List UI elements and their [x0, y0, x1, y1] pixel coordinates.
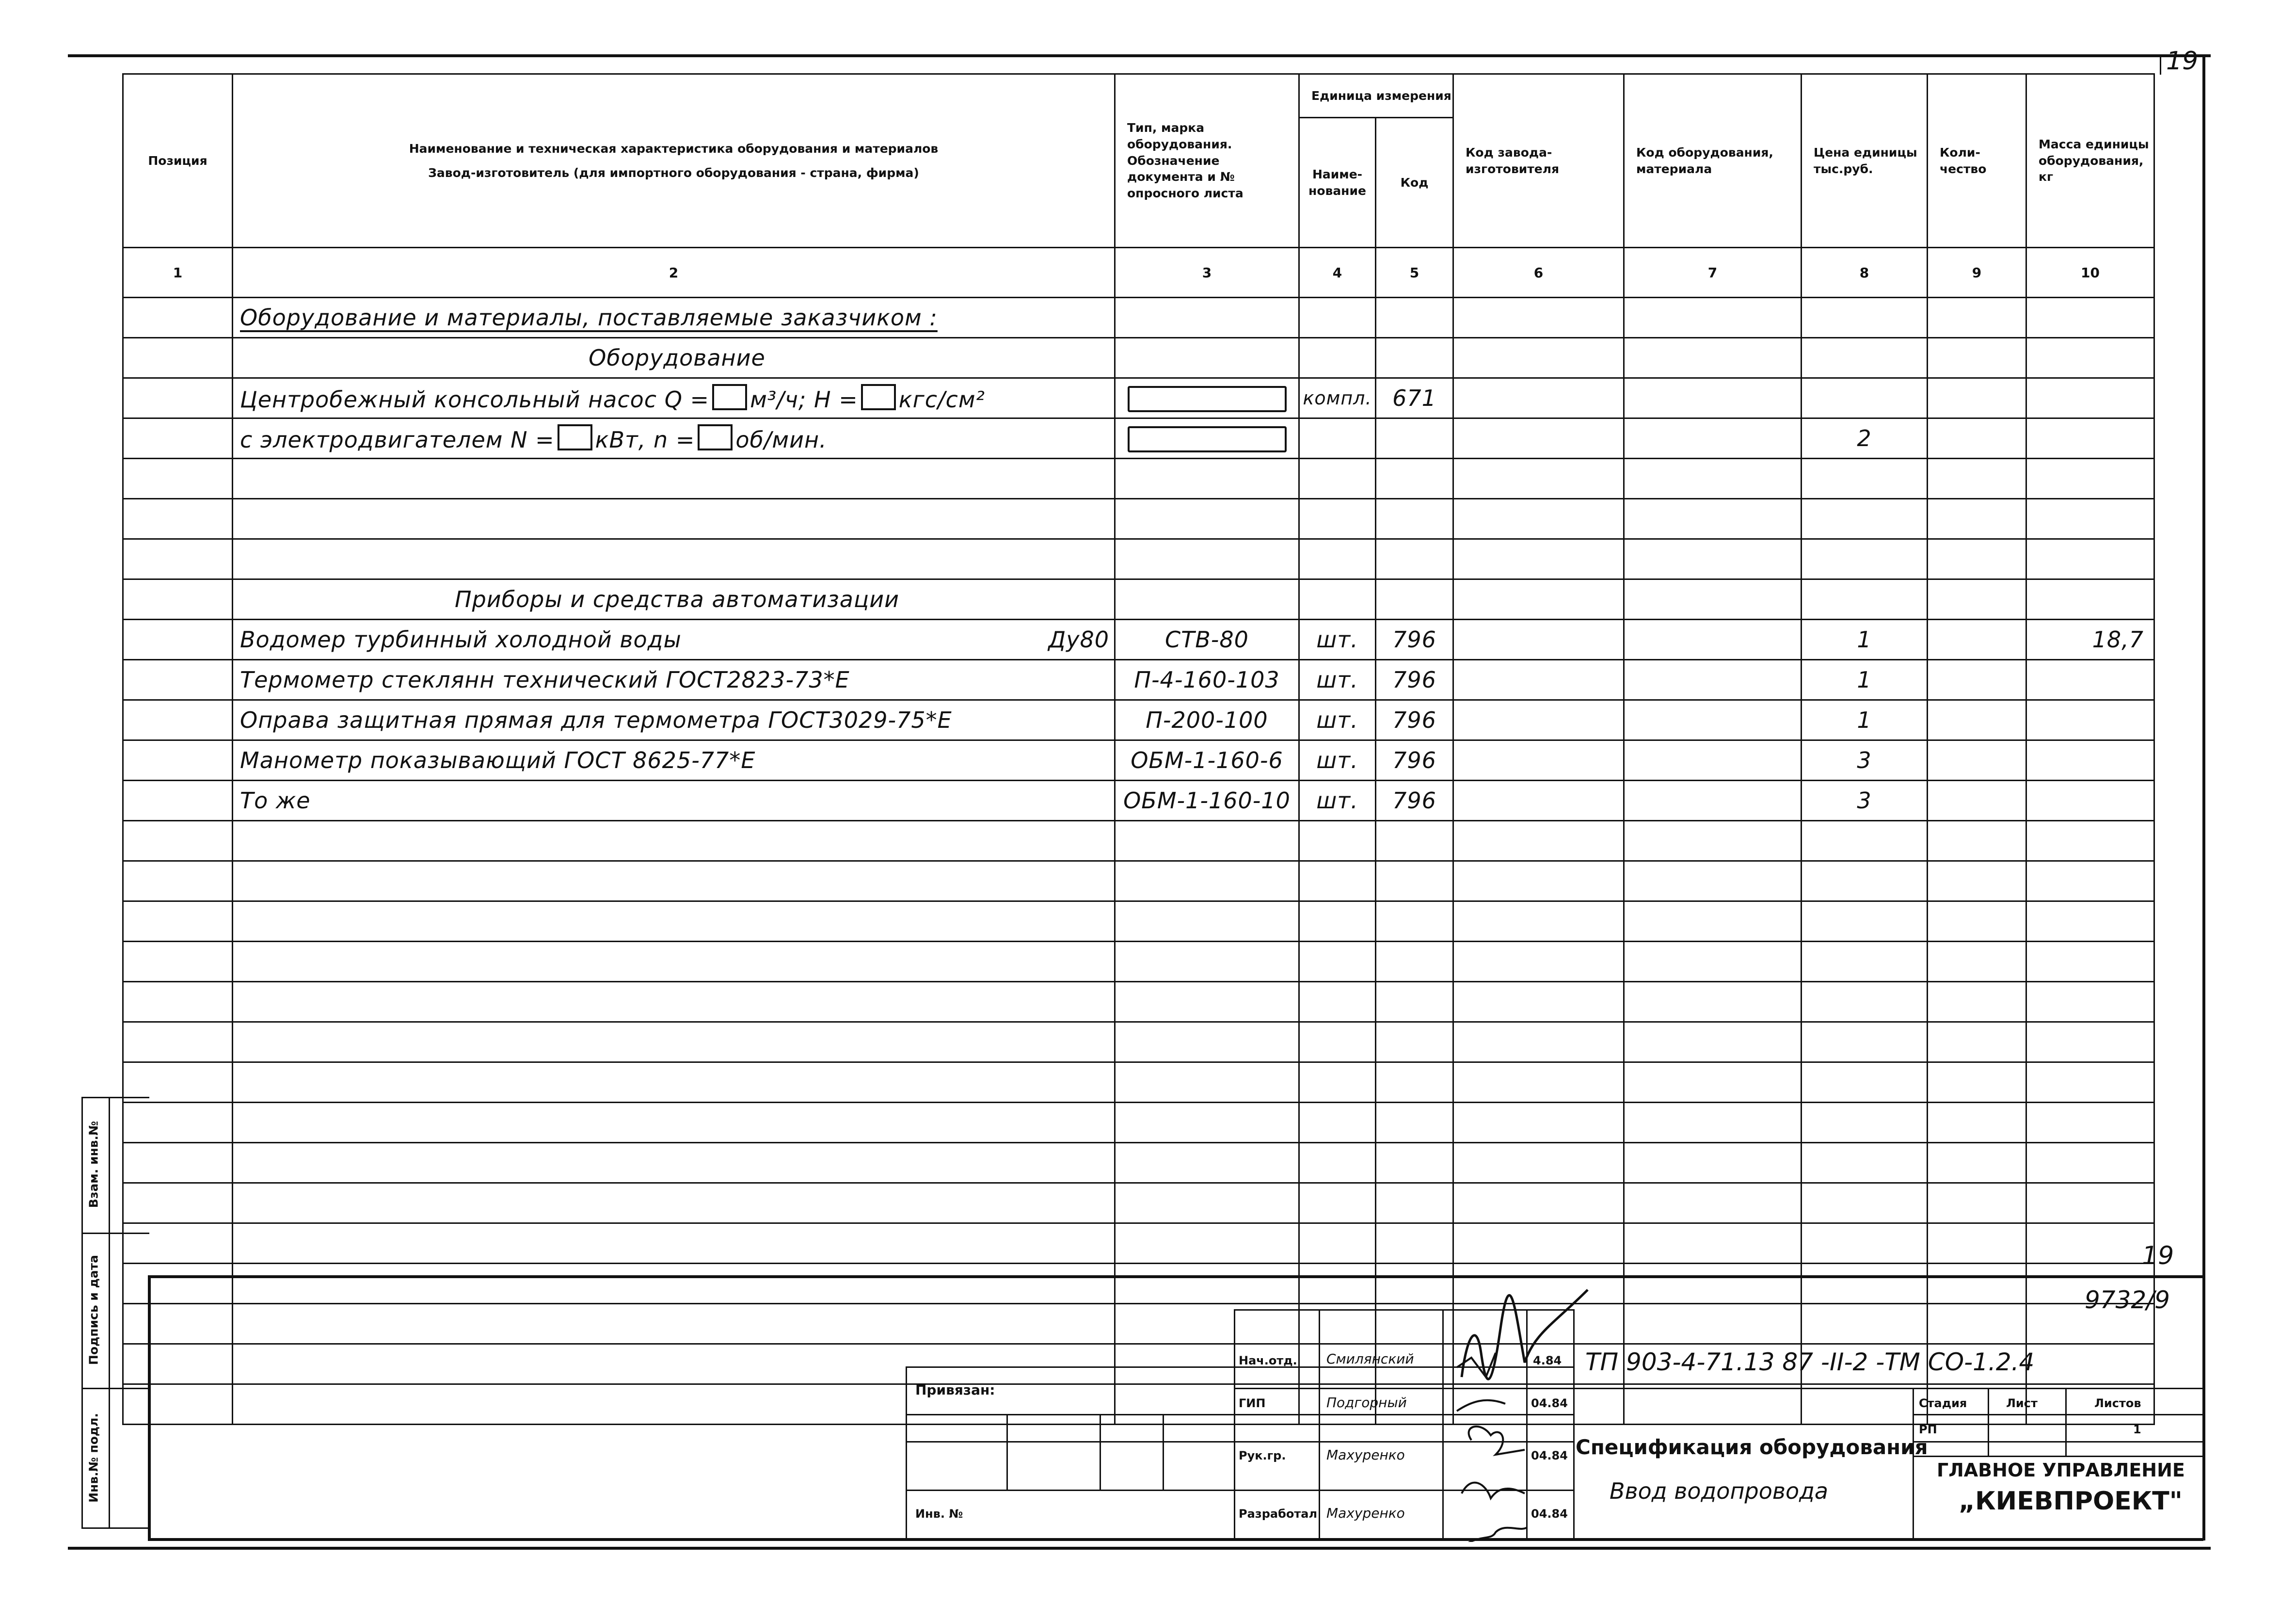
header-quantity: Коли-чество [1928, 74, 2026, 248]
table-row [123, 1183, 2154, 1223]
table-row [123, 781, 2154, 821]
signatures-scribble [1442, 1280, 1597, 1542]
table-row [123, 579, 2154, 620]
inv-number-label: Инв. № [915, 1507, 963, 1521]
item-name: Водомер турбинный холодной воды Ду80 [233, 620, 1115, 660]
document-title: Спецификация оборудования [1576, 1435, 1928, 1459]
header-position: Позиция [123, 74, 233, 248]
table-row [123, 499, 2154, 539]
date-developer: 04.84 [1531, 1507, 1568, 1521]
stage-label: Стадия [1919, 1396, 1967, 1410]
table-row [123, 539, 2154, 579]
name-group-lead: Махуренко [1326, 1447, 1405, 1463]
top-border-line [68, 54, 2211, 57]
price-cell: 1 [1802, 660, 1928, 700]
blank-field-box [698, 424, 733, 450]
table-row [123, 901, 2154, 942]
nominal-diameter: Ду80 [1048, 626, 1109, 653]
column-number: 8 [1802, 248, 1928, 298]
side-binding-stamp [81, 1097, 149, 1528]
table-row [123, 1223, 2154, 1264]
header-name-line1: Наименование и техническая характеристика оборудования и материалов [409, 141, 939, 156]
right-border-line [2202, 54, 2205, 1540]
header-unit-name: Наиме-нование [1299, 118, 1376, 248]
sheets-value: 1 [2133, 1423, 2141, 1436]
price-cell: 3 [1802, 781, 1928, 821]
type-cell: ОБМ-1-160-10 [1115, 781, 1299, 821]
blank-field-box [712, 384, 747, 410]
page-number-box-line [2160, 54, 2161, 75]
column-number: 1 [123, 248, 233, 298]
table-row [123, 298, 2154, 338]
name-developer: Махуренко [1326, 1505, 1405, 1521]
org-line2: „КИЕВПРОЕКТ" [1959, 1487, 2183, 1516]
name-head-dept: Смилянский [1326, 1351, 1414, 1367]
column-number: 4 [1299, 248, 1376, 298]
header-unit-code: Код [1376, 118, 1453, 248]
type-cell: ОБМ-1-160-6 [1115, 740, 1299, 781]
code-cell: 796 [1376, 660, 1453, 700]
motor-name: с электродвигателем N = кВт, n = об/мин. [233, 418, 1115, 459]
table-row [123, 1143, 2154, 1183]
code-cell: 671 [1376, 378, 1453, 418]
role-group-lead: Рук.гр. [1239, 1449, 1286, 1462]
table-row [123, 660, 2154, 700]
page-number-bottom: 19 [2142, 1241, 2174, 1270]
mass-cell: 18,7 [2026, 620, 2154, 660]
code-cell: 796 [1376, 700, 1453, 740]
item-name: Манометр показывающий ГОСТ 8625-77*Е [233, 740, 1115, 781]
code-cell: 796 [1376, 781, 1453, 821]
document-code: ТП 903-4-71.13 87 -II-2 -ТМ СО-1.2.4 [1585, 1348, 2035, 1376]
column-number: 9 [1928, 248, 2026, 298]
header-equipment-code: Код оборудования, материала [1624, 74, 1802, 248]
table-row [123, 1384, 2154, 1425]
table-row [123, 1304, 2154, 1344]
table-row [123, 620, 2154, 660]
column-number: 6 [1453, 248, 1624, 298]
table-row [123, 378, 2154, 418]
table-row [123, 1022, 2154, 1062]
side-label-replaced-inv: Взам. инв.№ [86, 1121, 101, 1208]
item-name: Оправа защитная прямая для термометра ГОСТ3029-75*Е [233, 700, 1115, 740]
side-label-original-inv: Инв.№ подл. [86, 1413, 101, 1503]
sheet-code: 9732/9 [2085, 1286, 2170, 1314]
table-row [123, 942, 2154, 982]
stage-value: РП [1919, 1423, 1937, 1436]
column-number: 5 [1376, 248, 1453, 298]
specification-table [122, 73, 2155, 1425]
date-chief-engineer: 04.84 [1531, 1396, 1568, 1410]
table-row [123, 821, 2154, 861]
bound-label: Привязан: [915, 1382, 995, 1398]
table-row [123, 1062, 2154, 1103]
price-cell: 1 [1802, 700, 1928, 740]
column-number: 3 [1115, 248, 1299, 298]
table-row [123, 338, 2154, 378]
role-developer: Разработал [1239, 1507, 1318, 1521]
blank-type-box [1128, 426, 1287, 452]
column-number: 7 [1624, 248, 1802, 298]
unit-cell: шт. [1299, 700, 1376, 740]
blank-field-box [558, 424, 592, 450]
header-factory-code: Код завода-изготовителя [1453, 74, 1624, 248]
header-price: Цена единицы тыс.руб. [1802, 74, 1928, 248]
code-cell: 796 [1376, 620, 1453, 660]
header-name [233, 74, 1115, 248]
item-name: То же [233, 781, 1115, 821]
type-cell: П-200-100 [1115, 700, 1299, 740]
table-row [123, 418, 2154, 459]
blank-field-box [861, 384, 896, 410]
header-unit-group: Единица измерения [1299, 74, 1453, 118]
header-mass: Масса единицы оборудования, кг [2026, 74, 2154, 248]
table-row [123, 740, 2154, 781]
type-cell: П-4-160-103 [1115, 660, 1299, 700]
column-number: 2 [233, 248, 1115, 298]
date-group-lead: 04.84 [1531, 1449, 1568, 1462]
section-heading-customer: Оборудование и материалы, поставляемые заказчиком : [240, 305, 938, 331]
item-name: Термометр стеклянн технический ГОСТ2823-73*Е [233, 660, 1115, 700]
unit-cell: шт. [1299, 740, 1376, 781]
blank-type-box [1128, 386, 1287, 412]
section-heading-equipment: Оборудование [589, 345, 765, 371]
table-row [123, 700, 2154, 740]
unit-cell: шт. [1299, 660, 1376, 700]
inner-bottom-line [148, 1538, 2203, 1541]
header-type: Тип, марка оборудования. Обозначение документа и № опросного листа [1115, 74, 1299, 248]
table-row [123, 1103, 2154, 1143]
table-row [123, 861, 2154, 901]
price-cell: 1 [1802, 620, 1928, 660]
unit-cell: шт. [1299, 620, 1376, 660]
table-row [123, 459, 2154, 499]
code-cell: 796 [1376, 740, 1453, 781]
page-number-top: 19 [2166, 47, 2199, 76]
name-chief-engineer: Подгорный [1326, 1395, 1407, 1411]
section-heading-instruments: Приборы и средства автоматизации [454, 586, 900, 612]
sheet-label: Лист [2006, 1396, 2038, 1410]
sheets-label: Листов [2094, 1396, 2141, 1410]
price-cell: 3 [1802, 740, 1928, 781]
role-head-dept: Нач.отд. [1239, 1354, 1297, 1367]
unit-cell: компл. [1299, 378, 1376, 418]
date-head-dept: 4.84 [1533, 1354, 1562, 1367]
pump-name: Центробежный консольный насос Q = м³/ч; H = кгс/см² [233, 378, 1115, 418]
bottom-border-line [68, 1547, 2211, 1550]
side-label-signature-date: Подпись и дата [86, 1254, 101, 1365]
type-cell: СТВ-80 [1115, 620, 1299, 660]
role-chief-engineer: ГИП [1239, 1396, 1266, 1410]
table-row [123, 1264, 2154, 1304]
price-cell: 2 [1802, 418, 1928, 459]
org-line1: ГЛАВНОЕ УПРАВЛЕНИЕ [1937, 1460, 2185, 1481]
document-subtitle: Ввод водопровода [1610, 1478, 1829, 1504]
column-numbers-row [123, 248, 2154, 298]
column-number: 10 [2026, 248, 2154, 298]
table-row [123, 982, 2154, 1022]
header-name-line2: Завод-изготовитель (для импортного оборудования - страна, фирма) [428, 165, 919, 180]
unit-cell: шт. [1299, 781, 1376, 821]
